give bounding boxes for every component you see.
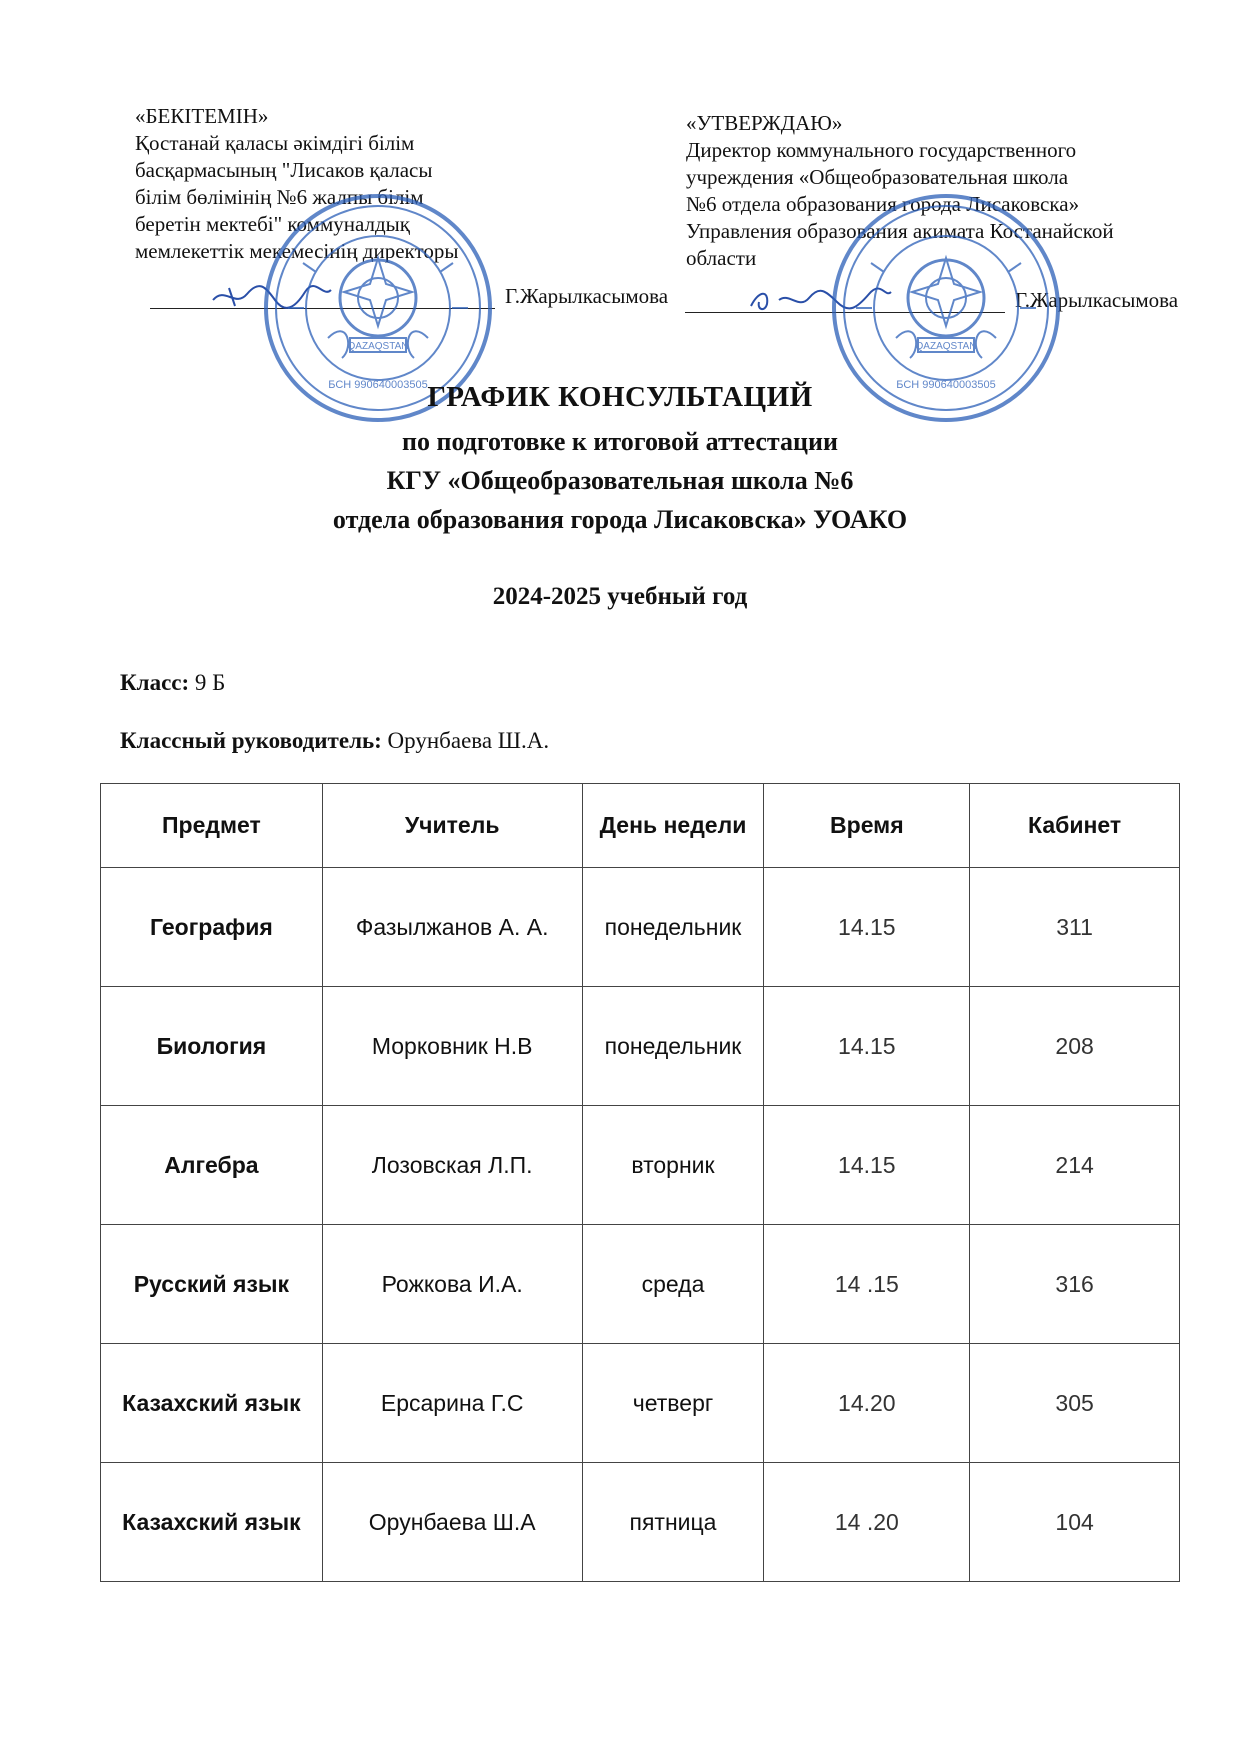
room-cell: 311 bbox=[970, 868, 1180, 987]
stamp-label: QAZAQSTAN bbox=[915, 341, 977, 352]
approval-line: Директор коммунального государственного bbox=[686, 138, 1077, 162]
signer-name: Г.Жарылкасымова bbox=[1015, 288, 1179, 312]
teacher-cell: Орунбаева Ш.А bbox=[322, 1463, 582, 1582]
day-cell: четверг bbox=[582, 1344, 764, 1463]
stamp-label: QAZAQSTAN bbox=[347, 341, 409, 352]
approval-line: білім бөлімінің №6 жалпы білім bbox=[135, 185, 424, 209]
class-label: Класс: bbox=[120, 670, 190, 695]
approval-line: Управления образования акимата Костанайской bbox=[686, 219, 1114, 243]
consultation-schedule-table bbox=[100, 783, 1180, 1582]
room-cell: 316 bbox=[970, 1225, 1180, 1344]
subject-cell: География bbox=[101, 868, 323, 987]
approval-heading: «УТВЕРЖДАЮ» bbox=[686, 111, 843, 135]
day-cell: понедельник bbox=[582, 868, 764, 987]
column-header: День недели bbox=[582, 784, 764, 868]
stamp-bin: БСН 990640003505 bbox=[896, 379, 996, 391]
subject-cell: Биология bbox=[101, 987, 323, 1106]
subject-cell: Русский язык bbox=[101, 1225, 323, 1344]
column-header: Учитель bbox=[322, 784, 582, 868]
room-cell: 208 bbox=[970, 987, 1180, 1106]
table-row bbox=[101, 868, 1180, 987]
time-cell: 14.20 bbox=[764, 1344, 970, 1463]
time-cell: 14 .20 bbox=[764, 1463, 970, 1582]
class-info bbox=[120, 670, 225, 696]
school-year: 2024-2025 учебный год bbox=[492, 583, 748, 610]
subject-cell: Алгебра bbox=[101, 1106, 323, 1225]
document-subtitle: КГУ «Общеобразовательная школа №6 bbox=[386, 466, 854, 495]
approval-line: Қостанай қаласы әкімдігі білім bbox=[135, 131, 415, 155]
approval-line: беретін мектебі" коммуналдық bbox=[135, 212, 410, 236]
column-header: Предмет bbox=[101, 784, 323, 868]
approval-line: №6 отдела образования города Лисаковска» bbox=[686, 192, 1080, 216]
room-cell: 104 bbox=[970, 1463, 1180, 1582]
class-teacher-info bbox=[120, 728, 549, 754]
day-cell: пятница bbox=[582, 1463, 764, 1582]
document-subtitle: отдела образования города Лисаковска» УОАКО bbox=[332, 505, 908, 534]
approval-heading: «БЕКІТЕМІН» bbox=[135, 104, 269, 128]
table-row bbox=[101, 1106, 1180, 1225]
class-teacher-label: Классный руководитель: bbox=[120, 728, 382, 753]
class-teacher-value: Орунбаева Ш.А. bbox=[387, 728, 550, 753]
column-header: Время bbox=[764, 784, 970, 868]
table-header-row bbox=[101, 784, 1180, 868]
document-subtitle: по подготовке к итоговой аттестации bbox=[402, 427, 838, 456]
room-cell: 305 bbox=[970, 1344, 1180, 1463]
approval-line: басқармасының "Лисаков қаласы bbox=[135, 158, 433, 182]
time-cell: 14 .15 bbox=[764, 1225, 970, 1344]
approval-line: учреждения «Общеобразовательная школа bbox=[686, 165, 1069, 189]
subject-cell: Казахский язык bbox=[101, 1463, 323, 1582]
time-cell: 14.15 bbox=[764, 987, 970, 1106]
table-row bbox=[101, 987, 1180, 1106]
room-cell: 214 bbox=[970, 1106, 1180, 1225]
document-title: ГРАФИК КОНСУЛЬТАЦИЙ bbox=[427, 381, 813, 413]
approval-line: области bbox=[686, 246, 757, 270]
table-row bbox=[101, 1344, 1180, 1463]
day-cell: вторник bbox=[582, 1106, 764, 1225]
subject-cell: Казахский язык bbox=[101, 1344, 323, 1463]
table-row bbox=[101, 1463, 1180, 1582]
time-cell: 14.15 bbox=[764, 868, 970, 987]
stamp-bin: БСН 990640003505 bbox=[328, 379, 428, 391]
day-cell: среда bbox=[582, 1225, 764, 1344]
teacher-cell: Лозовская Л.П. bbox=[322, 1106, 582, 1225]
teacher-cell: Ерсарина Г.С bbox=[322, 1344, 582, 1463]
day-cell: понедельник bbox=[582, 987, 764, 1106]
teacher-cell: Морковник Н.В bbox=[322, 987, 582, 1106]
teacher-cell: Фазылжанов А. А. bbox=[322, 868, 582, 987]
signer-name: Г.Жарылкасымова bbox=[505, 284, 669, 308]
approval-line: мемлекеттік мекемесінің директоры bbox=[135, 239, 459, 263]
teacher-cell: Рожкова И.А. bbox=[322, 1225, 582, 1344]
column-header: Кабинет bbox=[970, 784, 1180, 868]
class-value: 9 Б bbox=[194, 670, 226, 695]
time-cell: 14.15 bbox=[764, 1106, 970, 1225]
table-row bbox=[101, 1225, 1180, 1344]
